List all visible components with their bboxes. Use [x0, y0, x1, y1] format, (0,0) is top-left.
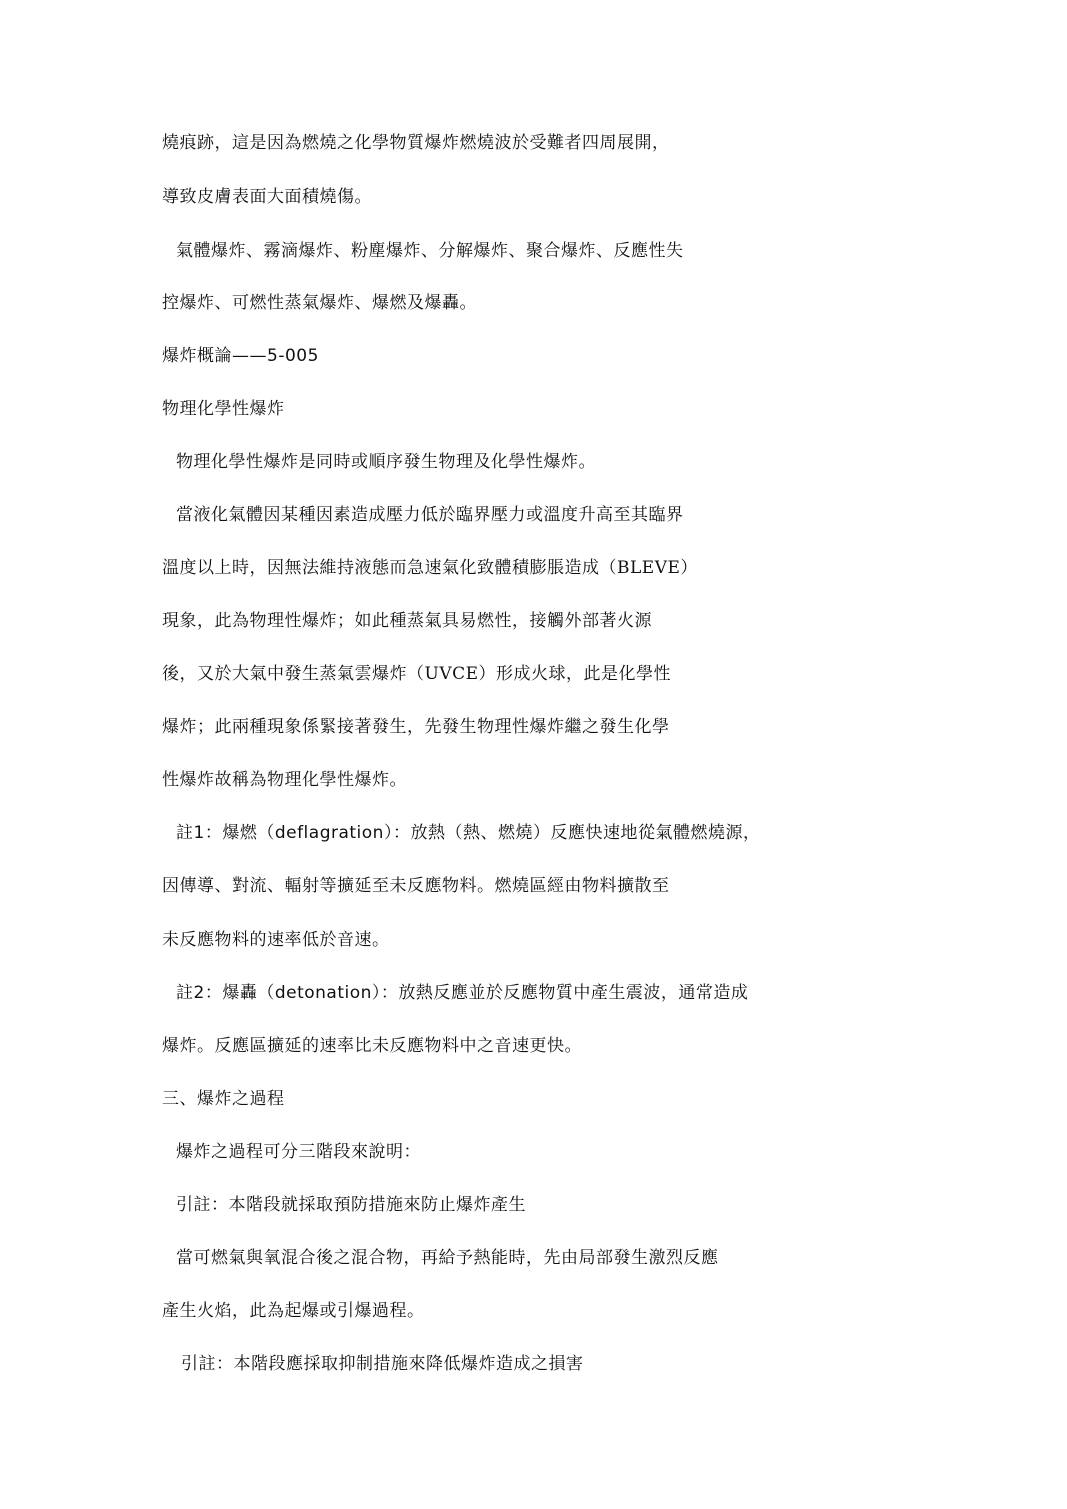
section-heading: 爆炸概論——5-005	[162, 346, 319, 366]
text-line: 溫度以上時，因無法維持液態而急速氣化致體積膨脹造成（BLEVE）	[162, 558, 698, 578]
text-line: 產生火焰，此為起爆或引爆過程。	[162, 1301, 425, 1321]
note-line: 爆炸。反應區擴延的速率比未反應物料中之音速更快。	[162, 1036, 582, 1056]
note-line: 未反應物料的速率低於音速。	[162, 930, 390, 950]
section-heading: 物理化學性爆炸	[162, 399, 285, 419]
text-line: 爆炸；此兩種現象係緊接著發生，先發生物理性爆炸繼之發生化學	[162, 717, 670, 737]
text-line: 氣體爆炸、霧滴爆炸、粉塵爆炸、分解爆炸、聚合爆炸、反應性失	[176, 241, 684, 261]
text-line: 燒痕跡，這是因為燃燒之化學物質爆炸燃燒波於受難者四周展開，	[162, 133, 670, 153]
text-line: 爆炸之過程可分三階段來說明：	[176, 1142, 421, 1162]
note-line: 因傳導、對流、輻射等擴延至未反應物料。燃燒區經由物料擴散至	[162, 876, 670, 896]
text-line: 性爆炸故稱為物理化學性爆炸。	[162, 770, 407, 790]
note-line: 註1：爆燃（deflagration）：放熱（熱、燃燒）反應快速地從氣體燃燒源，	[176, 823, 761, 843]
section-heading: 三、爆炸之過程	[162, 1089, 285, 1109]
note-line: 註2：爆轟（detonation）：放熱反應並於反應物質中產生震波，通常造成	[176, 983, 749, 1003]
text-line: 當液化氣體因某種因素造成壓力低於臨界壓力或溫度升高至其臨界	[176, 505, 684, 525]
text-line: 當可燃氣與氧混合後之混合物，再給予熱能時，先由局部發生激烈反應	[176, 1248, 719, 1268]
note-line: 引註：本階段應採取抑制措施來降低爆炸造成之損害	[181, 1354, 584, 1374]
text-line: 導致皮膚表面大面積燒傷。	[162, 187, 372, 207]
text-line: 後，又於大氣中發生蒸氣雲爆炸（UVCE）形成火球，此是化學性	[162, 664, 672, 684]
text-line: 現象，此為物理性爆炸；如此種蒸氣具易燃性，接觸外部著火源	[162, 611, 652, 631]
text-line: 控爆炸、可燃性蒸氣爆炸、爆燃及爆轟。	[162, 293, 477, 313]
note-line: 引註：本階段就採取預防措施來防止爆炸產生	[176, 1195, 526, 1215]
text-line: 物理化學性爆炸是同時或順序發生物理及化學性爆炸。	[176, 452, 596, 472]
